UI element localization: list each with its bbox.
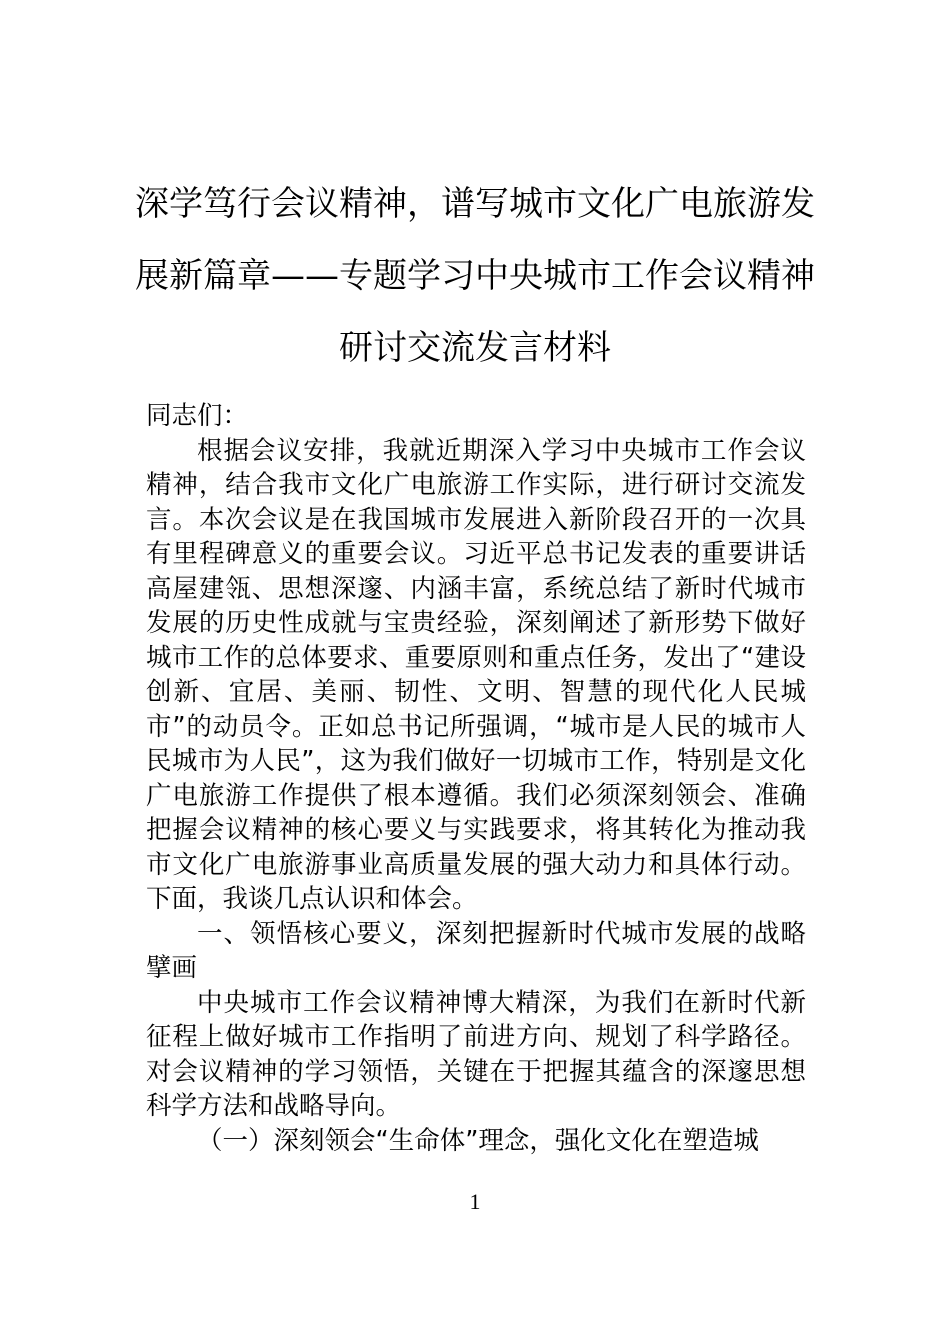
paragraph-intro: 根据会议安排，我就近期深入学习中央城市工作会议精神，结合我市文化广电旅游工作实际，进行研讨交流发言。本次会议是在我国城市发展进入新阶段召开的一次具有里程碑意义的重要会议。习近平总书记发表的重要讲话高屋建瓴、思想深邃、内涵丰富，系统总结了新时代城市发展的历史性成就与宝贵经验，深刻阐述了新形势下做好城市工作的总体要求、重要原则和重点任务，发出了“建设创新、宜居、美丽、韧性、文明、智慧的现代化人民城市”的动员令。正如总书记所强调，“城市是人民的城市人民城市为人民”，这为我们做好一切城市工作，特别是文化广电旅游工作提供了根本遵循。我们必须深刻领会、准确把握会议精神的核心要义与实践要求，将其转化为推动我市文化广电旅游事业高质量发展的强大动力和具体行动。下面，我谈几点认识和体会。: [146, 435, 806, 914]
document-body: [146, 399, 806, 1158]
section-heading-1: 一、领悟核心要义，深刻把握新时代城市发展的战略擘画: [146, 918, 806, 983]
subsection-heading-1: （一）深刻领会“生命体”理念，强化文化在塑造城: [197, 1125, 759, 1156]
paragraph-section-1: 中央城市工作会议精神博大精深，为我们在新时代新征程上做好城市工作指明了前进方向、规划了科学路径。对会议精神的学习领悟，关键在于把握其蕴含的深邃思想科学方法和战略导向。: [146, 987, 806, 1121]
page-number: 1: [469, 1189, 481, 1214]
document-title: 深学笃行会议精神，谱写城市文化广电旅游发展新篇章——专题学习中央城市工作会议精神研讨交流发言材料: [135, 184, 815, 368]
salutation: 同志们：: [146, 401, 249, 431]
